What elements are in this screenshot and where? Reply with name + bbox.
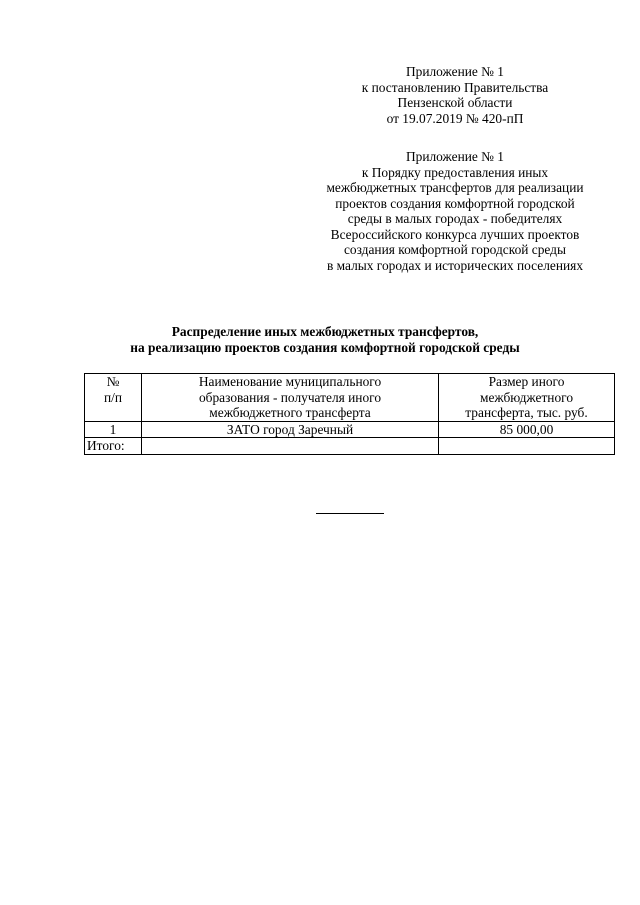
header-text: межбюджетного (479, 389, 574, 405)
appendix-line: Приложение № 1 (405, 64, 505, 79)
total-amount-cell (439, 438, 615, 455)
header-text: п/п (103, 389, 123, 405)
header-text: межбюджетного трансферта (209, 405, 371, 420)
distribution-table (84, 373, 615, 455)
table-total-row (85, 438, 615, 455)
header-cell-amount (439, 374, 615, 422)
header-text: № (106, 374, 120, 389)
appendix-line: к Порядку предоставления иных (361, 164, 549, 180)
appendix-line: среды в малых городах - победителях (347, 211, 563, 226)
table-header-row (85, 374, 615, 422)
total-municipality-cell (142, 438, 439, 455)
cell-number: 1 (85, 421, 142, 438)
appendix-line: создания комфортной городской среды (343, 242, 566, 257)
appendix-line: Приложение № 1 (405, 149, 505, 164)
appendix-line: проектов создания комфортной городской (335, 195, 575, 211)
header-cell-municipality (142, 374, 439, 422)
appendix-line: от 19.07.2019 № 420-пП (386, 110, 524, 126)
appendix-line: Пензенской области (397, 95, 513, 110)
header-text: Размер иного (488, 374, 565, 389)
header-text: образования - получателя иного (198, 389, 382, 405)
cell-municipality: ЗАТО город Заречный (142, 421, 439, 438)
appendix-line: к постановлению Правительства (361, 79, 549, 95)
header-text: Наименование муниципального (198, 374, 382, 389)
title-line: Распределение иных межбюджетных трансфертов, (171, 324, 479, 339)
appendix-procedure (290, 149, 620, 273)
appendix-line: в малых городах и исторических поселениях (326, 257, 584, 273)
total-label: Итого: (85, 438, 142, 455)
cell-amount: 85 000,00 (439, 421, 615, 438)
header-cell-number (85, 374, 142, 422)
appendix-government-resolution (290, 64, 620, 126)
header-text: трансферта, тыс. руб. (465, 405, 588, 420)
appendix-line: межбюджетных трансфертов для реализации (326, 180, 584, 195)
table-row (85, 421, 615, 438)
document-title (60, 324, 590, 356)
closing-separator-line (316, 513, 384, 514)
appendix-line: Всероссийского конкурса лучших проектов (330, 226, 580, 242)
title-line: на реализацию проектов создания комфортной городской среды (130, 340, 520, 355)
